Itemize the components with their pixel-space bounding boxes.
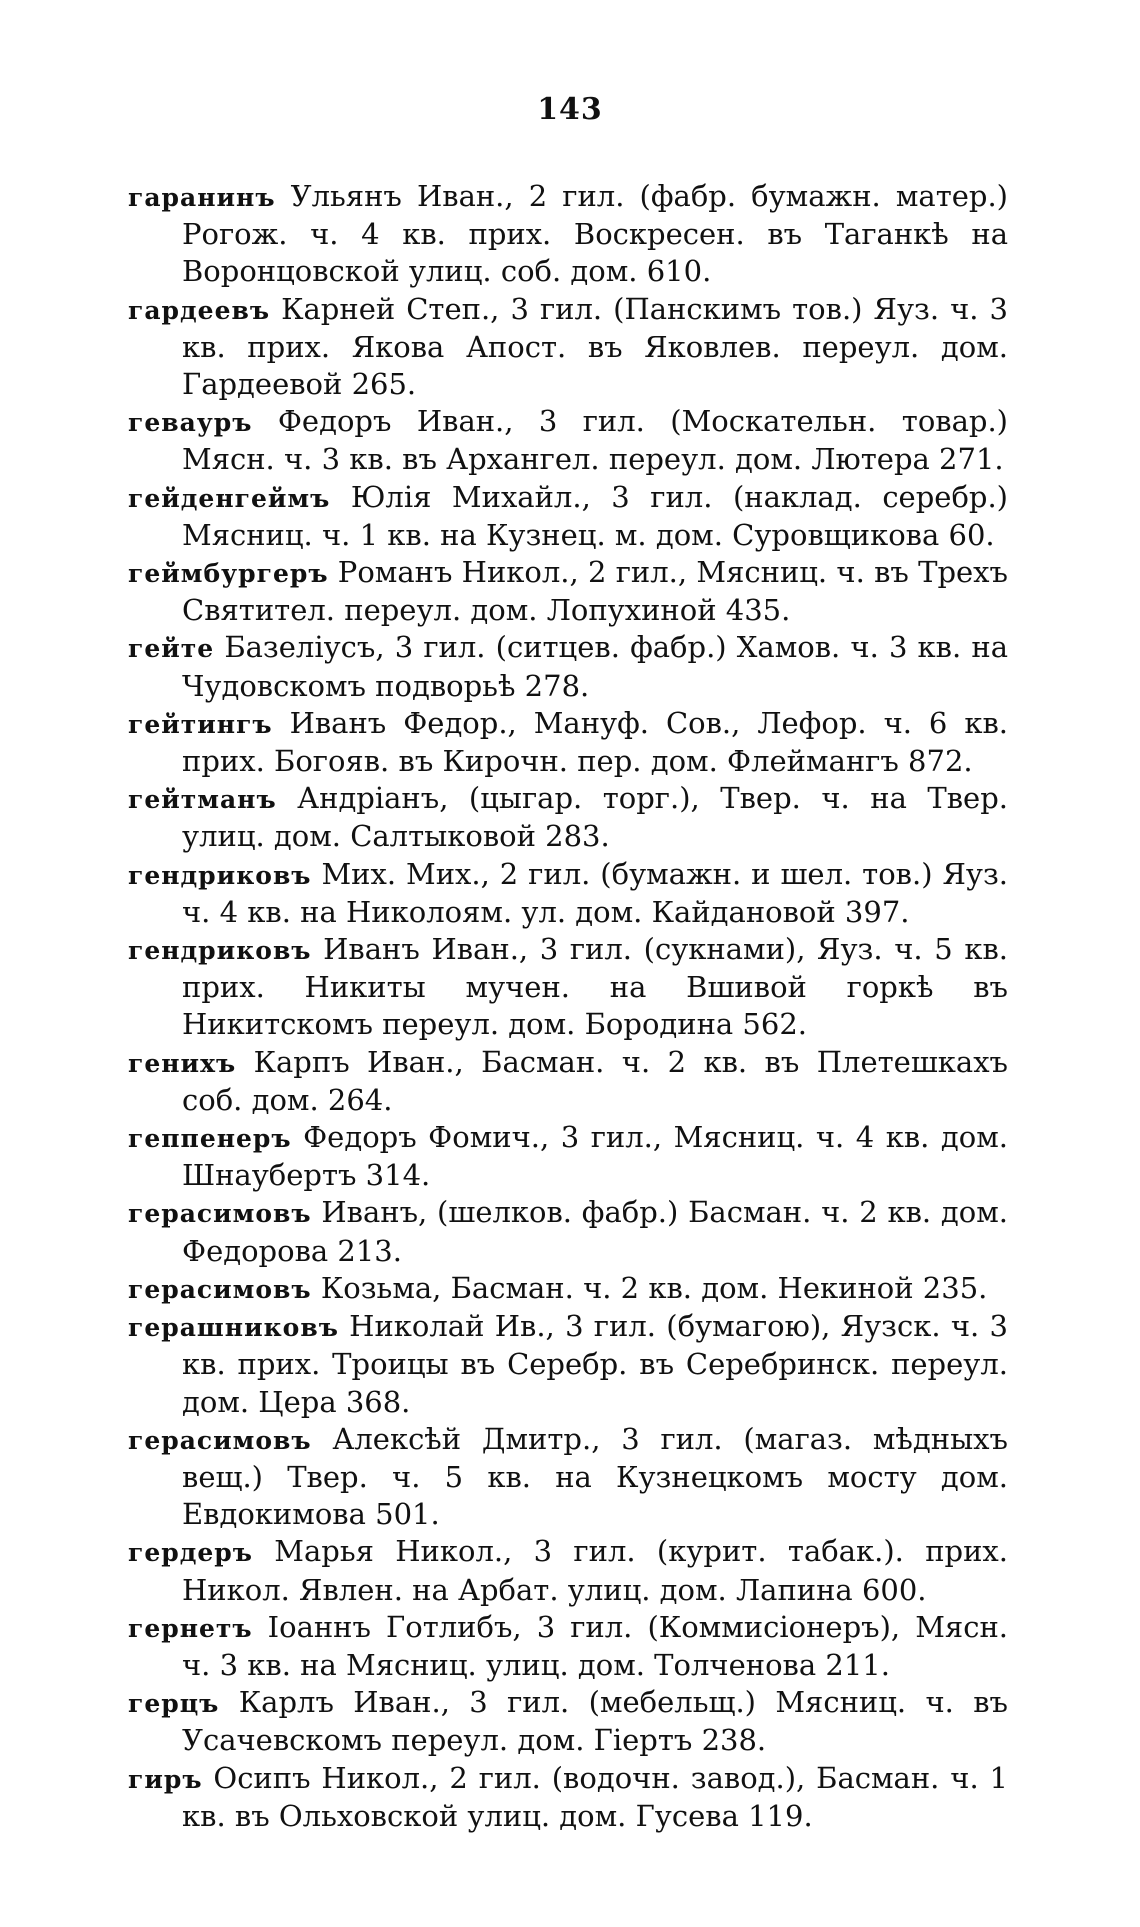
entry-text: Иванъ, (шелков. фабр.) Басман. ч. 2 кв. дом. Федорова 213. — [182, 1195, 1008, 1268]
entry-text: Иванъ Федор., Мануф. Сов., Лефор. ч. 6 кв. прих. Богояв. въ Кирочн. пер. дом. Флеймангъ 872. — [182, 705, 1008, 779]
entry-text: Иванъ Иван., 3 гил. (сукнами), Яуз. ч. 5 кв. прих. Никиты мучен. на Вшивой горкѣ въ Никитскомъ переул. дом. Бородина 562. — [182, 932, 1008, 1042]
directory-entry — [128, 291, 1008, 404]
directory-entry — [128, 856, 1008, 931]
directory-entry — [128, 1760, 1008, 1835]
directory-entry — [128, 780, 1008, 855]
entry-surname: геппенеръ — [128, 1124, 292, 1154]
entry-text: Алексѣй Дмитр., 3 гил. (магаз. мѣдныхъ вещ.) Твер. ч. 5 кв. на Кузнецкомъ мосту дом. Евдокимова 501. — [182, 1421, 1008, 1532]
directory-entry — [128, 1270, 1008, 1308]
entry-text: Мих. Мих., 2 гил. (бумажн. и шел. тов.) Яуз. ч. 4 кв. на Николоям. ул. дом. Кайдановой 397. — [182, 856, 1008, 929]
directory-entries — [128, 178, 1008, 1835]
entry-surname: герцъ — [128, 1689, 220, 1719]
entry-surname: герасимовъ — [128, 1274, 312, 1304]
directory-entry — [128, 178, 1008, 291]
entry-text: Федоръ Иван., 3 гил. (Москательн. товар.) Мясн. ч. 3 кв. въ Архангел. переул. дом. Лютера 271. — [182, 404, 1008, 477]
entry-surname: геймбургеръ — [128, 559, 329, 589]
entry-surname: гиръ — [128, 1764, 203, 1794]
entry-surname: гердеръ — [128, 1538, 253, 1568]
entry-text: Козьма, Басман. ч. 2 кв. дом. Некиной 235. — [311, 1270, 988, 1305]
directory-entry — [128, 1119, 1008, 1194]
entry-text: Базеліусъ, 3 гил. (ситцев. фабр.) Хамов. ч. 3 кв. на Чудовскомъ подворьѣ 278. — [182, 630, 1008, 703]
entry-surname: герашниковъ — [128, 1313, 339, 1343]
entry-surname: гернетъ — [128, 1613, 253, 1643]
entry-text: Карней Степ., 3 гил. (Панскимъ тов.) Яуз. ч. 3 кв. прих. Якова Апост. въ Яковлев. переул. дом. Гардеевой 265. — [182, 291, 1008, 402]
entry-text: Карлъ Иван., 3 гил. (мебельщ.) Мясниц. ч. въ Усачевскомъ переул. дом. Гіертъ 238. — [182, 1685, 1008, 1758]
entry-text: Андріанъ, (цыгар. торг.), Твер. ч. на Твер. улиц. дом. Салтыковой 283. — [182, 781, 1008, 854]
entry-surname: герасимовъ — [128, 1425, 312, 1455]
entry-surname: гевауръ — [128, 408, 253, 438]
entry-surname: гейденгеймъ — [128, 483, 331, 513]
directory-entry — [128, 705, 1008, 780]
entry-surname: гендриковъ — [128, 936, 312, 966]
directory-entry — [128, 1044, 1008, 1119]
entry-text: Ульянъ Иван., 2 гил. (фабр. бумажн. матер.) Рогож. ч. 4 кв. прих. Воскресен. въ Таганкѣ на Воронцовской улиц. соб. дом. 610. — [182, 179, 1008, 289]
entry-surname: гейтингъ — [128, 709, 273, 739]
directory-entry — [128, 479, 1008, 554]
directory-entry — [128, 1609, 1008, 1684]
directory-entry — [128, 1194, 1008, 1269]
entry-surname: гейтманъ — [128, 785, 277, 815]
entry-surname: гардеевъ — [128, 295, 271, 325]
directory-entry — [128, 931, 1008, 1044]
directory-entry — [128, 1421, 1008, 1534]
entry-text: Осипъ Никол., 2 гил. (водочн. завод.), Басман. ч. 1 кв. въ Ольховской улиц. дом. Гусева 119. — [182, 1760, 1008, 1833]
directory-entry — [128, 1684, 1008, 1759]
entry-text: Марья Никол., 3 гил. (курит. табак.). прих. Никол. Явлен. на Арбат. улиц. дом. Лапина 600. — [182, 1534, 1008, 1607]
directory-entry — [128, 554, 1008, 629]
entry-text: Николай Ив., 3 гил. (бумагою), Яузск. ч. 3 кв. прих. Троицы въ Серебр. въ Серебринск. переул. дом. Цера 368. — [182, 1309, 1008, 1419]
entry-text: Романъ Никол., 2 гил., Мясниц. ч. въ Трехъ Святител. переул. дом. Лопухиной 435. — [182, 555, 1008, 628]
directory-entry — [128, 403, 1008, 478]
entry-surname: гейте — [128, 634, 215, 664]
directory-entry — [128, 629, 1008, 704]
entry-surname: гаранинъ — [128, 183, 276, 212]
entry-text: Іоаннъ Готлибъ, 3 гил. (Коммисіонеръ), Мясн. ч. 3 кв. на Мясниц. улиц. дом. Толченова 211. — [182, 1609, 1008, 1682]
entry-text: Юлія Михайл., 3 гил. (наклад. серебр.) Мясниц. ч. 1 кв. на Кузнец. м. дом. Суровщикова 60. — [182, 479, 1008, 552]
entry-text: Карпъ Иван., Басман. ч. 2 кв. въ Плетешкахъ соб. дом. 264. — [182, 1044, 1008, 1117]
entry-surname: герасимовъ — [128, 1199, 312, 1229]
page-number: 143 — [537, 92, 603, 127]
entry-surname: гендриковъ — [128, 860, 312, 890]
directory-entry — [128, 1533, 1008, 1608]
directory-entry — [128, 1308, 1008, 1421]
entry-text: Федоръ Фомич., 3 гил., Мясниц. ч. 4 кв. дом. Шнаубертъ 314. — [182, 1120, 1008, 1193]
entry-surname: гениxъ — [128, 1048, 237, 1078]
